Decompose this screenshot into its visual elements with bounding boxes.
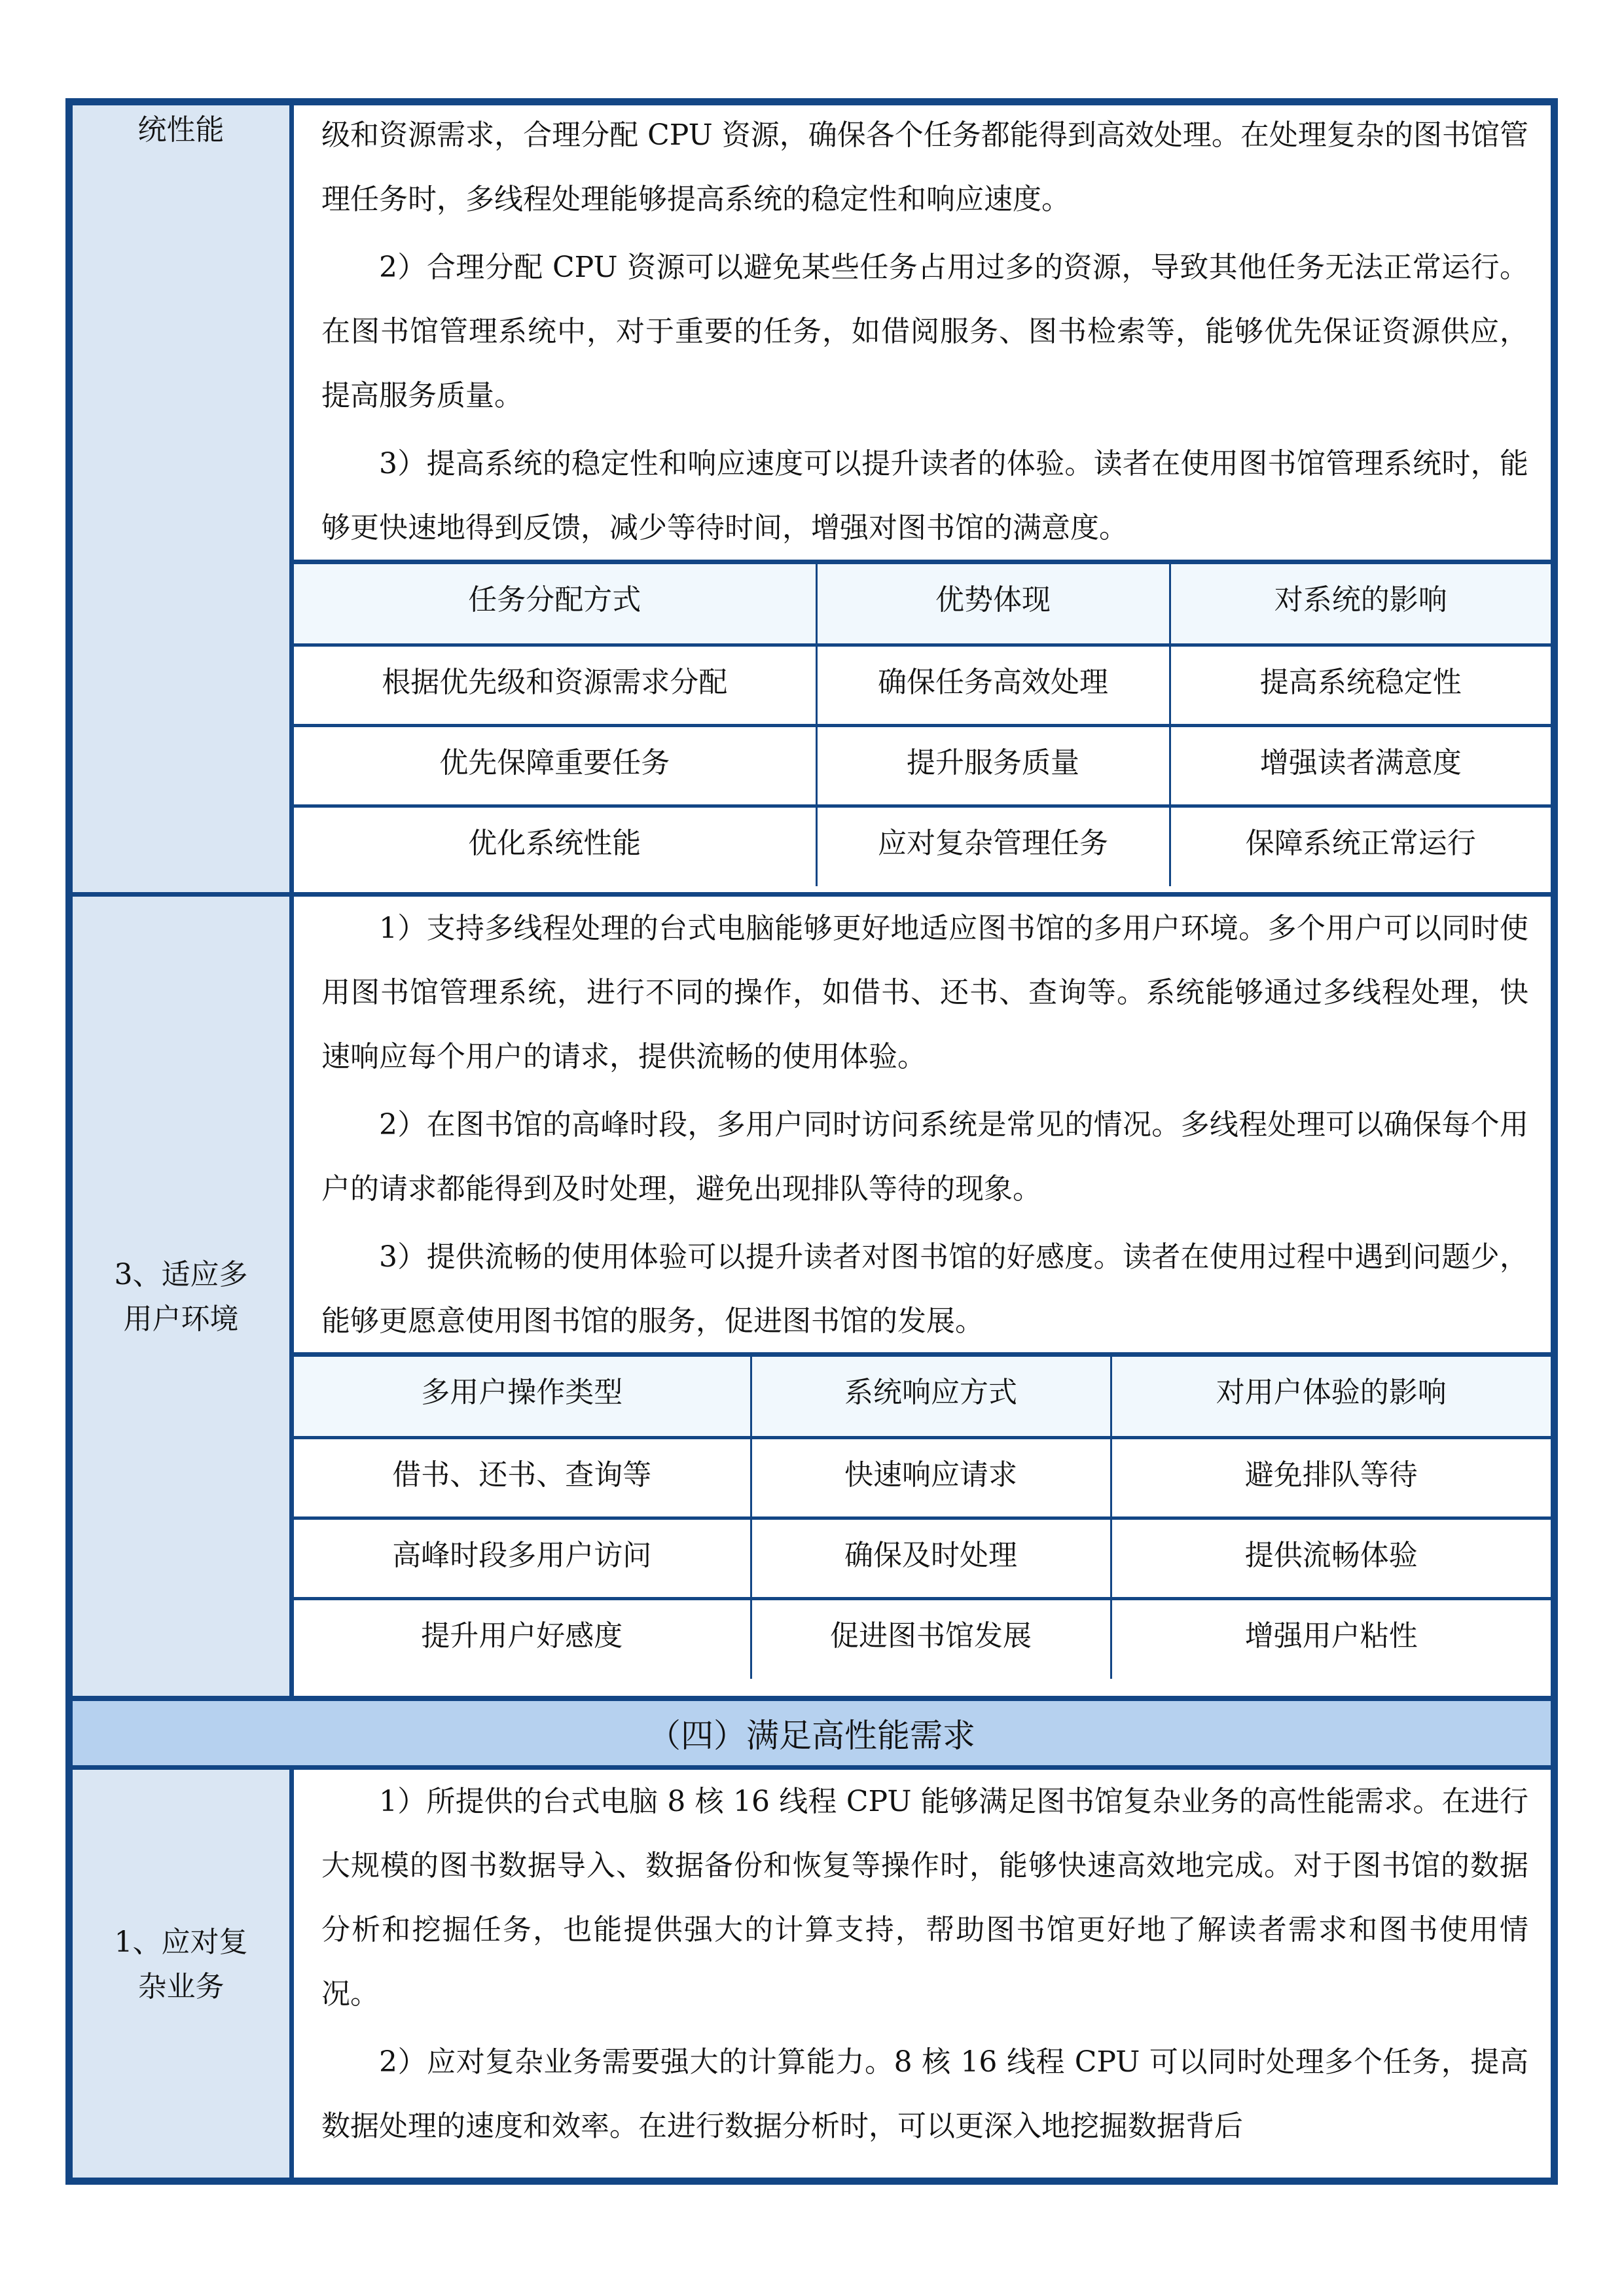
table-header-cell: 多用户操作类型 [294, 1357, 751, 1437]
table-cell: 增强读者满意度 [1170, 725, 1551, 806]
row-system-performance [73, 105, 1551, 893]
table-row [294, 1437, 1551, 1518]
table-cell: 增强用户粘性 [1111, 1598, 1551, 1679]
row-label: 1、应对复杂业务 [73, 1770, 294, 2178]
table-cell: 保障系统正常运行 [1170, 806, 1551, 886]
multiuser-table [294, 1357, 1551, 1679]
row-label: 3、适应多用户环境 [73, 897, 294, 1697]
table-cell: 应对复杂管理任务 [816, 806, 1170, 886]
row-label: 统性能 [73, 105, 294, 893]
row-complex-business [73, 1770, 1551, 2178]
row-divider [73, 1765, 1551, 1770]
table-cell: 根据优先级和资源需求分配 [294, 645, 816, 725]
table-header-cell: 任务分配方式 [294, 564, 816, 645]
table-cell: 优化系统性能 [294, 806, 816, 886]
task-allocation-table [294, 564, 1551, 886]
table-cell: 高峰时段多用户访问 [294, 1518, 751, 1598]
section-heading: （四）满足高性能需求 [73, 1701, 1551, 1765]
table-header-cell: 对用户体验的影响 [1111, 1357, 1551, 1437]
table-cell: 借书、还书、查询等 [294, 1437, 751, 1518]
table-row [294, 806, 1551, 886]
table-header-cell: 对系统的影响 [1170, 564, 1551, 645]
table-cell: 促进图书馆发展 [751, 1598, 1111, 1679]
row-content [294, 1770, 1551, 2178]
row-content [294, 105, 1551, 893]
paragraph: 1）所提供的台式电脑 8 核 16 线程 CPU 能够满足图书馆复杂业务的高性能需求。在进行大规模的图书数据导入、数据备份和恢复等操作时，能够快速高效地完成。对于图书馆的数据分析和挖掘任务，也能提供强大的计算支持，帮助图书馆更好地了解读者需求和图书使用情况。 [321, 1785, 1528, 2011]
paragraph: 3）提供流畅的使用体验可以提升读者对图书馆的好感度。读者在使用过程中遇到问题少，能够更愿意使用图书馆的服务，促进图书馆的发展。 [321, 1240, 1528, 1338]
row-content [294, 897, 1551, 1697]
table-cell: 提升服务质量 [816, 725, 1170, 806]
table-row [294, 1598, 1551, 1679]
table-cell: 提升用户好感度 [294, 1598, 751, 1679]
paragraph: 2）应对复杂业务需要强大的计算能力。8 核 16 线程 CPU 可以同时处理多个任务，提高数据处理的速度和效率。在进行数据分析时，可以更深入地挖掘数据背后 [321, 2045, 1528, 2143]
row-divider [73, 1696, 1551, 1701]
paragraph: 2）在图书馆的高峰时段，多用户同时访问系统是常见的情况。多线程处理可以确保每个用户的请求都能得到及时处理，避免出现排队等待的现象。 [321, 1108, 1528, 1206]
table-cell: 提高系统稳定性 [1170, 645, 1551, 725]
table-cell: 提供流畅体验 [1111, 1518, 1551, 1598]
divider [294, 1352, 1551, 1357]
paragraph: 级和资源需求，合理分配 CPU 资源，确保各个任务都能得到高效处理。在处理复杂的图书馆管理任务时，多线程处理能够提高系统的稳定性和响应速度。 [321, 118, 1528, 216]
table-header-row [294, 564, 1551, 645]
table-header-row [294, 1357, 1551, 1437]
divider [294, 560, 1551, 564]
table-row [294, 1518, 1551, 1598]
paragraph: 2）合理分配 CPU 资源可以避免某些任务占用过多的资源，导致其他任务无法正常运行。在图书馆管理系统中，对于重要的任务，如借阅服务、图书检索等，能够优先保证资源供应，提高服务质量。 [321, 251, 1528, 412]
row-multiuser [73, 897, 1551, 1697]
table-cell: 确保及时处理 [751, 1518, 1111, 1598]
table-cell: 避免排队等待 [1111, 1437, 1551, 1518]
table-row [294, 645, 1551, 725]
table-cell: 优先保障重要任务 [294, 725, 816, 806]
paragraph: 1）支持多线程处理的台式电脑能够更好地适应图书馆的多用户环境。多个用户可以同时使用图书馆管理系统，进行不同的操作，如借书、还书、查询等。系统能够通过多线程处理，快速响应每个用户的请求，提供流畅的使用体验。 [321, 912, 1528, 1073]
table-cell: 快速响应请求 [751, 1437, 1111, 1518]
paragraph: 3）提高系统的稳定性和响应速度可以提升读者的体验。读者在使用图书馆管理系统时，能够更快速地得到反馈，减少等待时间，增强对图书馆的满意度。 [321, 447, 1528, 545]
table-row [294, 725, 1551, 806]
row-divider [73, 892, 1551, 897]
table-header-cell: 优势体现 [816, 564, 1170, 645]
table-header-cell: 系统响应方式 [751, 1357, 1111, 1437]
table-cell: 确保任务高效处理 [816, 645, 1170, 725]
